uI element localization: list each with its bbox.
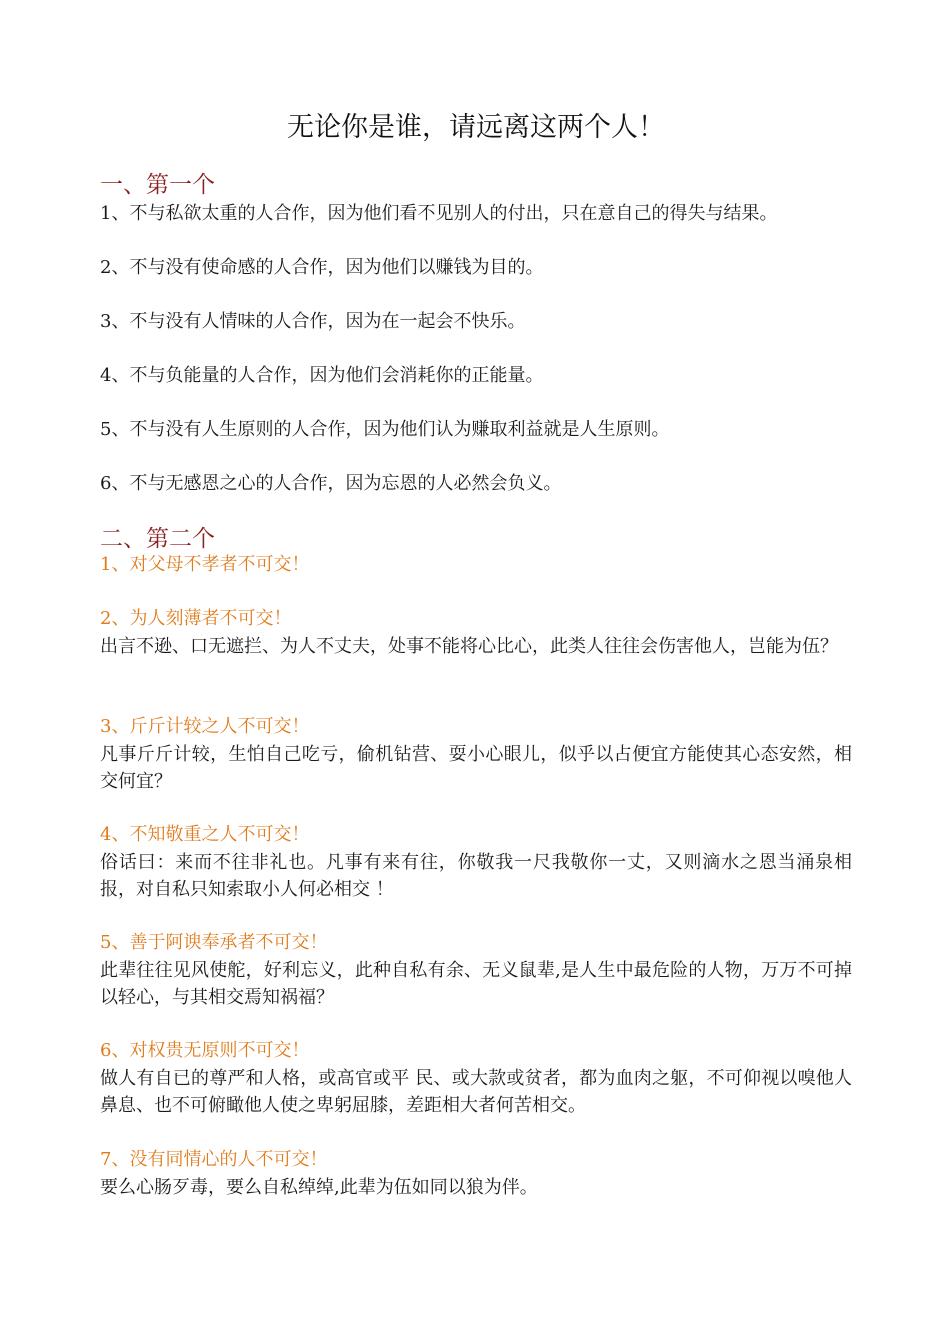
section-2-item-title: 7、没有同情心的人不可交！: [100, 1149, 328, 1170]
section-1-item: 5、不与没有人生原则的人合作，因为他们认为赚取利益就是人生原则。: [100, 419, 670, 440]
section-2-item-title: 6、对权贵无原则不可交！: [100, 1040, 310, 1061]
section-2-heading: 二、第二个: [100, 526, 215, 552]
section-2-item-title: 1、对父母不孝者不可交！: [100, 554, 310, 575]
document-title: 无论你是谁，请远离这两个人！: [287, 112, 665, 143]
section-2-item-body: 俗话曰：来而不往非礼也。凡事有来有往，你敬我一尺我敬你一丈，又则滴水之恩当涌泉相报，对自私只知索取小人何必相交 ！: [100, 852, 852, 900]
section-2-item-body: 出言不逊、口无遮拦、为人不丈夫，处事不能将心比心，此类人往往会伤害他人，岂能为伍？: [100, 636, 838, 657]
section-2-item-body: 要么心肠歹毒，要么自私绰绰,此辈为伍如同以狼为伴。: [100, 1177, 538, 1198]
section-2-item-title: 3、斤斤计较之人不可交！: [100, 716, 310, 737]
section-2-item-body: 凡事斤斤计较，生怕自己吃亏，偷机钻营、耍小心眼儿，似乎以占便宜方能使其心态安然，相交何宜？: [100, 744, 852, 792]
section-1-item: 3、不与没有人情味的人合作，因为在一起会不快乐。: [100, 311, 526, 332]
section-1-item: 2、不与没有使命感的人合作，因为他们以赚钱为目的。: [100, 257, 544, 278]
section-2-item-title: 2、为人刻薄者不可交！: [100, 608, 292, 629]
section-1-item: 1、不与私欲太重的人合作，因为他们看不见别人的付出，只在意自己的得失与结果。: [100, 203, 778, 224]
section-2-item-body: 做人有自已的尊严和人格，或高官或平 民、或大款或贫者，都为血肉之躯，不可仰视以嗅他人鼻息、也不可俯瞰他人使之卑躬屈膝，差距相大者何苦相交。: [100, 1068, 852, 1116]
section-1-item: 6、不与无感恩之心的人合作，因为忘恩的人必然会负义。: [100, 473, 562, 494]
section-1-heading: 一、第一个: [100, 172, 215, 198]
section-2-item-title: 4、不知敬重之人不可交！: [100, 824, 310, 845]
section-2-item-title: 5、善于阿谀奉承者不可交！: [100, 932, 328, 953]
section-1-item: 4、不与负能量的人合作，因为他们会消耗你的正能量。: [100, 365, 544, 386]
section-2-item-body: 此辈往往见风使舵，好利忘义，此种自私有余、无义鼠辈,是人生中最危险的人物，万万不可掉以轻心，与其相交焉知祸福？: [100, 960, 852, 1008]
